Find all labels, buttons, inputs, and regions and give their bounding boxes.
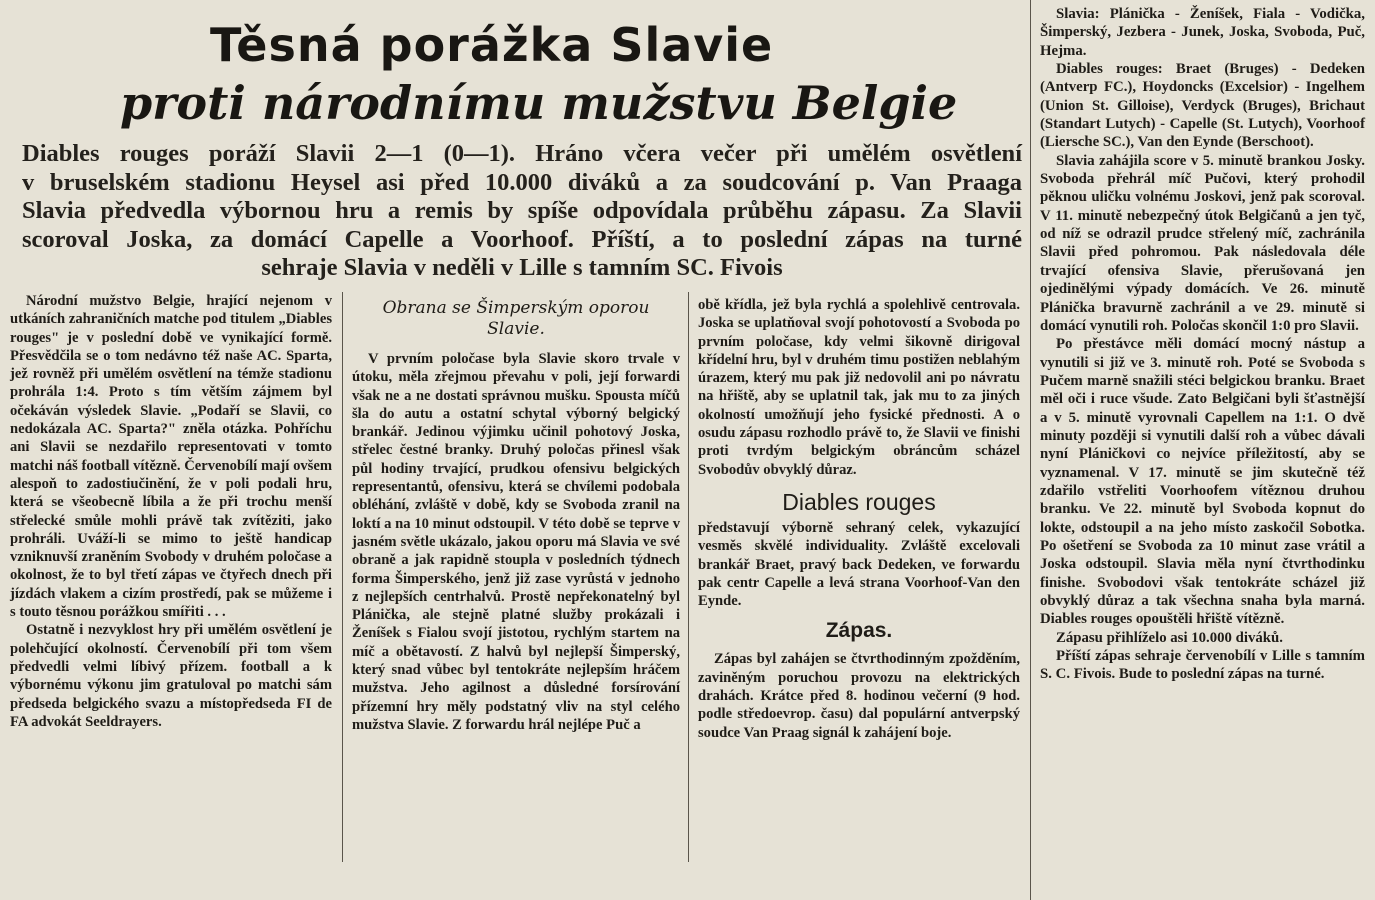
article-paragraph: Slavia zahájila score v 5. minutě brankou Josky. Svoboda přehrál míč Pučovi, který prohodil pěknou uličku volnému Joskovi, jenž pak scoroval. V 11. minutě nebezpečný útok Belgičanů a jen tyč, od níž se odrazil prudce střelený míč, zachránila Slavii před pohromou. Pak následovala déle trvající ofensiva Slavie, přerušovaná jen ojedinělými výpady domácích. Ve 26. minutě Plánička bravurně zachránil a ve 29. minutě si domácí vynutili roh. Poločas skončil 1:0 pro Slavii. bbox=[1040, 152, 1365, 334]
article-paragraph: Zápasu přihlíželo asi 10.000 diváků. bbox=[1056, 629, 1283, 646]
lineup-diables-rouges: Diables rouges: Braet (Bruges) - Dedeken (Antverp FC.), Hoydoncks (Excelsior) - Ingelhem (Union St. Gilloise), Verdyck (Bruges), Brichaut (Standart Lutych) - Capelle (St. Lutych), Voorhoof (Liersche SC.), Van den Eynde (Berschoot). bbox=[1040, 61, 1365, 151]
article-column-3 bbox=[698, 296, 1020, 742]
lead-paragraph bbox=[22, 140, 1022, 283]
article-paragraph: Příští zápas sehraje červenobílí v Lille s tamním S. C. Fivois. Bude to poslední zápas na turné. bbox=[1040, 648, 1365, 683]
article-paragraph: Po přestávce měli domácí mocný nástup a vynutili si již ve 3. minutě roh. Poté se Svoboda s Pučem marně snažili stéci belgickou branku. Braet měl oči i ruce všude. Zato Belgičani byli šťastnější a v 5. minutě vyrovnali Capellem na 1:1. O dvě minuty později si vynutili další roh a vůbec dávali nyní Pláničkovi co nejvíce příležitostí, aby se vyznamenal. V 17. minutě se jim skutečně též zdařilo vstřeliti Voorhoofem vítěznou druhou branku. Ve 22. minutě byl Svoboda kopnut do lokte, odstoupil a na jeho místo zaskočil Sobotka. Po ošetření se Svoboda za 10 minut zase vrátil a Joska odstoupil. Slavia měla nyní čtvrthodinku finishe. Svobodovi však tentokráte scházel již obvyklý důraz a tak všechna snaha byla marná. Diables rouges opouštěli hřiště vítězně. bbox=[1040, 336, 1365, 628]
lead-line: scoroval Joska, za domácí Capelle a Voorhoof. Příští, a to poslední zápas na turné bbox=[22, 225, 1022, 253]
article-column-1 bbox=[10, 292, 332, 731]
headline-line-1: Těsná porážka Slavie bbox=[210, 18, 774, 72]
article-column-2 bbox=[352, 298, 680, 734]
section-subhead-zapas: Zápas. bbox=[825, 619, 893, 643]
article-paragraph: V prvním poločase byla Slavie skoro trvale v útoku, měla zřejmou převahu v poli, její forwardi však ne a ne dostati správnou mušku. Spousta míčů šla do autu a ostatní schytal výborný belgický brankář. Jedinou výjimku učinil pohotový Joska, střelec čestné branky. Druhý poločas přinesl však půl hodiny trvající, prudkou ofensivu belgických representantů, ofensivu, která se chvílemi podobala obléhání, zvláště v době, kdy se Svoboda zranil na loktí a na 10 minut odstoupil. V této době se teprve v jasném světle ukázalo, jakou oporu má Slavia ve své obraně a jak rapidně stoupla v posledních týdnech forma Šimperského, jenž již zase vyrůstá v jednoho z nejlepších centrhalvů. Prostě nepřekonatelný byl Plánička, ale stejně platné služby prokázali i Ženíšek s Fialou svojí jistotou, rychlým startem na míč a obětavostí. Z halvů byl nejlepší Šimperský, který snad vůbec byl tentokráte nejlepším hráčem mužstva. Jeho agilnost a důsledné forsírování přízemní hry měly podstatný vliv na styl celého mužstva Slavie. Z forwardu hrál nejlépe Puč a bbox=[352, 351, 680, 733]
section-subhead: Obrana se Šimperským oporou Slavie. bbox=[382, 298, 650, 339]
article-paragraph: Zápas byl zahájen se čtvrthodinným zpožděním, zaviněným poruchou provozu na elektrických drahách. Krátce před 8. hodinou večerní (9 hod. podle středoevrop. času) dal populární antverpský soudce Van Praag signál k zahájení boje. bbox=[698, 651, 1020, 741]
article-paragraph: Národní mužstvo Belgie, hrající nejenom v utkáních zahraničních matche pod titulem „Diables rouges" je v poslední době ve vynikající formě. Přesvědčila se o tom nedávno též naše AC. Sparta, jež rovněž při umělém osvětlení na témže stadionu prohrála 1:4. Proto s tím větším zájmem byl očekáván výsledek Slavie. „Podaří se Slavii, co nedokázala AC. Sparta?" zněla otázka. Pohříchu ani Slavii se nezdařilo representovati v tomto matchi náš football vítězně. Červenobílí mají ovšem alespoň to zadostiučinění, že v poli podali hru, která se všeobecně líbila a že při trochu menší střelecké smůle mohli právě tak zvítěziti, jako prohráli. Uváží-li se mimo to ještě handicap vzniknuvší zraněním Svobody v druhém poločase a okolnost, že to byl třetí zápas ve čtyřech dnech při jízdách vlakem a cizím prostředí, pak se můžeme i s touto těsnou porážkou smířiti . . . bbox=[10, 293, 332, 621]
lead-line: Slavia předvedla výbornou hru a remis by spíše odpovídala průběhu zápasu. Za Slavii bbox=[22, 197, 1022, 224]
article-paragraph: obě křídla, jež byla rychlá a spolehlivě centrovala. Joska se uplatňoval svojí pohotovostí a Svoboda po prvním poločase, kdy velmi šikovně dirigoval křídelní hru, byl v druhém timu postižen neblahým úrazem, který mu pak již nedovolil ani po návratu na hřiště, aby se uplatnil tak, jak mu to za jiných okolností umožňují jeho fysické přednosti. A o osudu zápasu rozhodlo právě to, že Slavii ve finishi proti tvrdým belgickým obráncům scházel Svobodův obvyklý důraz. bbox=[698, 297, 1020, 478]
article-paragraph: Ostatně i nezvyklost hry při umělém osvětlení je polehčující okolností. Červenobílí při tom všem předvedli velmi líbivý přízem. football a k výbornému výkonu jim gratuloval po matchi sám předseda belgického svazu a místopředseda FI de FA advokát Seeldrayers. bbox=[10, 622, 332, 730]
article-column-4 bbox=[1040, 5, 1365, 684]
article-paragraph: představují výborně sehraný celek, vykazující vesměs skvělé individuality. Zvláště excelovali brankář Braet, pravý back Dedeken, ve forwardu pak centr Capelle a levá strana Voorhoof-Van den Eynde. bbox=[698, 519, 1020, 610]
section-subhead-diables-rouges: Diables rouges bbox=[782, 488, 936, 515]
column-divider bbox=[1030, 0, 1031, 900]
lead-line: v bruselském stadionu Heysel asi před 10.000 diváků a za soudcování p. Van Praaga bbox=[22, 168, 1022, 196]
column-divider bbox=[688, 292, 689, 862]
column-divider bbox=[342, 292, 343, 862]
lead-line: sehraje Slavia v neděli v Lille s tamním SC. Fivois bbox=[261, 254, 783, 281]
lead-line: Diables rouges poráží Slavii 2—1 (0—1). Hráno včera večer při umělém osvětlení bbox=[22, 140, 1022, 167]
headline-line-2: proti národnímu mužstvu Belgie bbox=[120, 76, 958, 130]
lineup-slavia: Slavia: Plánička - Ženíšek, Fiala - Vodička, Šimperský, Jezbera - Junek, Joska, Svoboda, Puč, Hejma. bbox=[1040, 6, 1365, 59]
